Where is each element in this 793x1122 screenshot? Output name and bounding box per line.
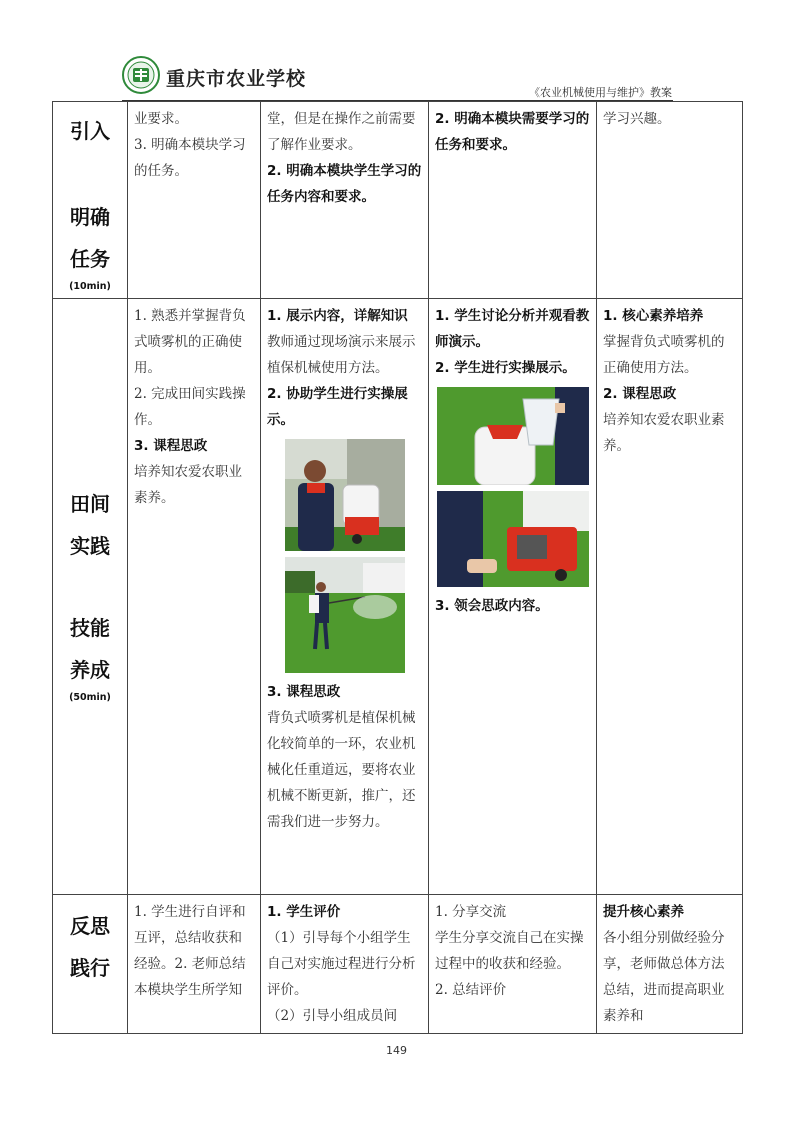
stage-title: 践行 <box>70 956 110 980</box>
stage-title: 养成 <box>70 658 110 682</box>
content-cell <box>128 102 261 299</box>
cell-text: 培养知农爱农职业素养。 <box>134 464 242 506</box>
sprayer-engine-photo <box>437 491 589 587</box>
cell-text: 1. 熟悉并掌握背负式喷雾机的正确使用。 <box>134 308 246 376</box>
content-cell <box>261 102 429 299</box>
cell-text: 教师通过现场演示来展示植保机械使用方法。 <box>267 334 416 376</box>
cell-text-bold: 1. 学生讨论分析并观看教师演示。 <box>435 308 590 350</box>
spraying-field-photo <box>285 557 405 673</box>
filling-tank-photo <box>437 387 589 485</box>
school-name: 重庆市农业学校 <box>166 68 307 90</box>
content-cell <box>597 895 743 1034</box>
stage-title: 明确 <box>70 205 110 229</box>
cell-text: 2. 总结评价 <box>435 982 507 998</box>
cell-text: 1. 学生进行自评和互评，总结收获和经验。2. 老师总结本模块学生所学知 <box>134 904 246 998</box>
cell-text: 背负式喷雾机是植保机械化较简单的一环，农业机械化任重道远，要将农业机械不断更新，推广，还需我们进一步努力。 <box>267 710 416 830</box>
course-title: 《农业机械使用与维护》教案 <box>529 86 672 99</box>
stage-time: (50min) <box>69 692 111 703</box>
page-number: 149 <box>386 1044 407 1057</box>
cell-text: 掌握背负式喷雾机的正确使用方法。 <box>603 334 725 376</box>
content-cell <box>597 299 743 895</box>
cell-text-bold: 3. 课程思政 <box>134 438 208 454</box>
table-row <box>53 299 743 895</box>
cell-text-bold: 1. 核心素养培养 <box>603 308 704 324</box>
cell-text: 培养知农爱农职业素养。 <box>603 412 725 454</box>
cell-text-bold: 2. 明确本模块学生学习的任务内容和要求。 <box>267 163 422 205</box>
cell-text: 各小组分别做经验分享，老师做总体方法总结，进而提高职业素养和 <box>603 930 725 1024</box>
cell-text: 学生分享交流自己在实操过程中的收获和经验。 <box>435 930 584 972</box>
cell-text-bold: 提升核心素养 <box>603 904 684 920</box>
cell-text-bold: 2. 课程思政 <box>603 386 677 402</box>
content-cell <box>128 895 261 1034</box>
page-header <box>122 56 672 100</box>
table-row <box>53 102 743 299</box>
cell-text-bold: 1. 展示内容，详解知识 <box>267 308 408 324</box>
stage-cell <box>53 895 128 1034</box>
stage-title: 反思 <box>70 914 110 938</box>
stage-time: (10min) <box>69 281 111 292</box>
content-cell <box>429 102 597 299</box>
cell-text-bold: 1. 学生评价 <box>267 904 341 920</box>
cell-text-bold: 3. 课程思政 <box>267 684 341 700</box>
table-row <box>53 895 743 1034</box>
stage-title: 引入 <box>70 119 110 143</box>
cell-text-bold: 3. 领会思政内容。 <box>435 598 549 614</box>
teacher-demo-photo <box>285 439 405 551</box>
stage-title: 实践 <box>70 534 110 558</box>
cell-text: 2. 完成田间实践操作。 <box>134 386 246 428</box>
content-cell <box>429 895 597 1034</box>
content-cell <box>597 102 743 299</box>
lesson-plan-table <box>52 101 743 1034</box>
content-cell <box>261 299 429 895</box>
content-cell <box>261 895 429 1034</box>
cell-text: 3. 明确本模块学习的任务。 <box>134 137 246 179</box>
stage-cell <box>53 102 128 299</box>
cell-text: （2）引导小组成员间 <box>267 1008 398 1024</box>
cell-text-bold: 2. 协助学生进行实操展示。 <box>267 386 408 428</box>
cell-text: 1. 分享交流 <box>435 904 507 920</box>
cell-text: 业要求。 <box>134 111 188 127</box>
cell-text: （1）引导每个小组学生自己对实施过程进行分析评价。 <box>267 930 416 998</box>
stage-cell <box>53 299 128 895</box>
stage-title: 田间 <box>70 492 110 516</box>
cell-text: 堂，但是在操作之前需要了解作业要求。 <box>267 111 416 153</box>
content-cell <box>429 299 597 895</box>
content-cell <box>128 299 261 895</box>
cell-text: 学习兴趣。 <box>603 111 671 127</box>
cell-text-bold: 2. 学生进行实操展示。 <box>435 360 576 376</box>
stage-title: 任务 <box>70 247 110 271</box>
school-logo <box>122 56 160 94</box>
stage-title: 技能 <box>70 616 110 640</box>
cell-text-bold: 2. 明确本模块需要学习的任务和要求。 <box>435 111 590 153</box>
